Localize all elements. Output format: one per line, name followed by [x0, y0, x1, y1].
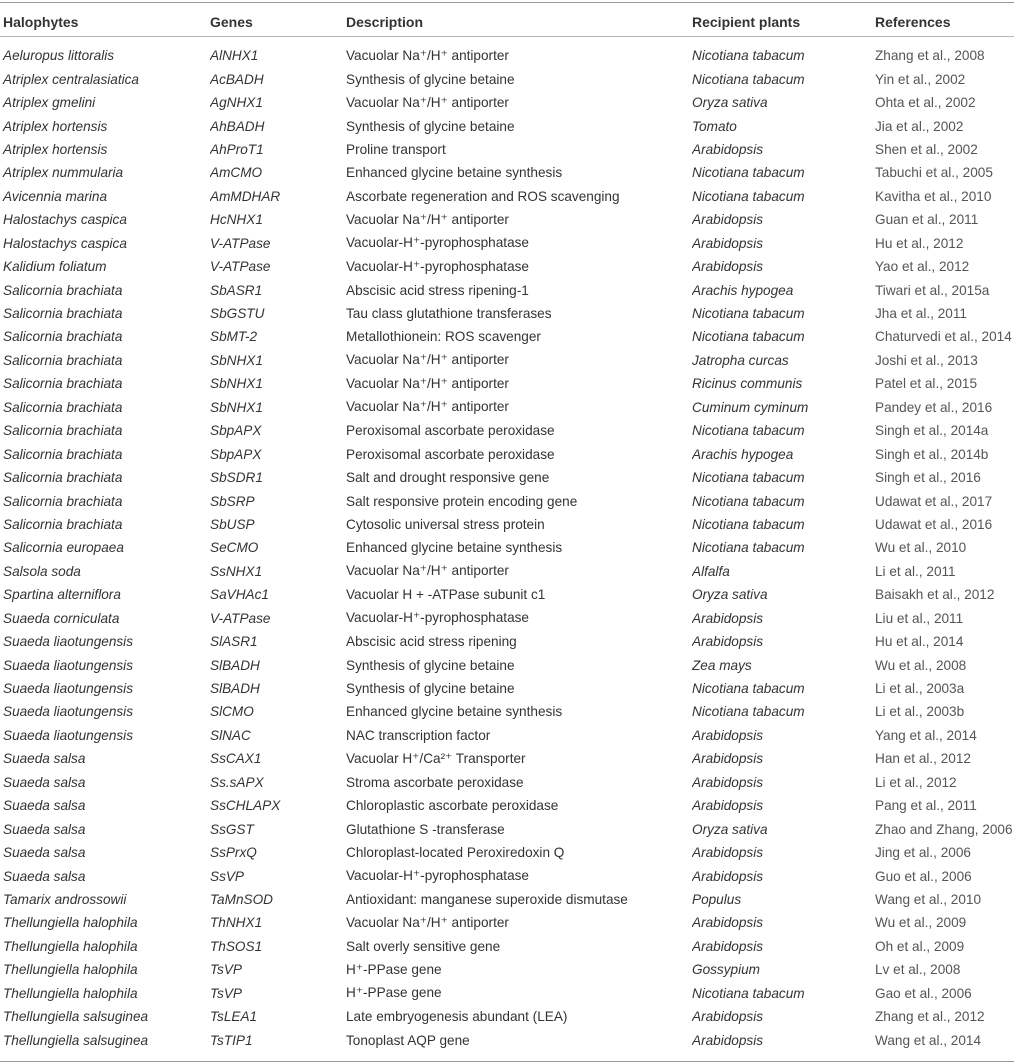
cell-recipient-plant: Arabidopsis — [692, 938, 764, 954]
cell-reference: Wang et al., 2014 — [875, 1032, 982, 1048]
table-row — [0, 935, 1014, 958]
cell-halophyte: Thellungiella halophila — [3, 938, 138, 954]
cell-gene: AmMDHAR — [210, 188, 281, 204]
cell-gene: AmCMO — [210, 165, 263, 181]
cell-reference: Li et al., 2012 — [875, 774, 957, 790]
cell-description: Vacuolar Na⁺/H⁺ antiporter — [346, 352, 509, 368]
table-row — [0, 489, 1014, 512]
cell-halophyte: Suaeda liaotungensis — [3, 727, 133, 743]
cell-reference: Ohta et al., 2002 — [875, 95, 976, 111]
cell-reference: Li et al., 2011 — [875, 563, 956, 579]
cell-recipient-plant: Arachis hypogea — [692, 446, 794, 462]
table-row — [0, 583, 1014, 606]
table-row — [0, 38, 1014, 67]
table-row — [0, 536, 1014, 559]
header-row — [0, 6, 1014, 38]
cell-recipient-plant: Nicotiana tabacum — [692, 704, 805, 720]
cell-gene: SsVP — [210, 868, 244, 884]
cell-recipient-plant: Alfalfa — [692, 563, 730, 579]
cell-halophyte: Suaeda salsa — [3, 868, 86, 884]
cell-gene: TsVP — [210, 962, 242, 978]
cell-halophyte: Suaeda liaotungensis — [3, 681, 133, 697]
cell-recipient-plant: Arabidopsis — [692, 774, 764, 790]
cell-description: Vacuolar Na⁺/H⁺ antiporter — [346, 399, 509, 415]
header-references: References — [875, 14, 951, 30]
cell-halophyte: Atriplex nummularia — [3, 165, 124, 181]
cell-halophyte: Thellungiella salsuginea — [3, 1009, 149, 1025]
cell-gene: SlBADH — [210, 681, 260, 697]
cell-recipient-plant: Nicotiana tabacum — [692, 493, 805, 509]
table-row — [0, 278, 1014, 301]
cell-description: Glutathione S -transferase — [346, 821, 505, 837]
table-row — [0, 747, 1014, 770]
cell-recipient-plant: Nicotiana tabacum — [692, 71, 805, 87]
cell-halophyte: Salicornia brachiata — [3, 352, 123, 368]
table-row — [0, 208, 1014, 231]
cell-gene: SsCHLAPX — [210, 798, 281, 814]
table-row — [0, 677, 1014, 700]
top-rule — [0, 2, 1014, 3]
cell-reference: Hu et al., 2014 — [875, 634, 964, 650]
cell-recipient-plant: Arabidopsis — [692, 915, 764, 931]
cell-reference: Lv et al., 2008 — [875, 962, 961, 978]
cell-gene: TsTIP1 — [210, 1032, 253, 1048]
table-row — [0, 138, 1014, 161]
table-row — [0, 794, 1014, 817]
cell-description: Salt responsive protein encoding gene — [346, 493, 578, 509]
cell-gene: TsVP — [210, 985, 242, 1001]
cell-halophyte: Salicornia brachiata — [3, 282, 123, 298]
cell-reference: Shen et al., 2002 — [875, 141, 978, 157]
cell-reference: Udawat et al., 2017 — [875, 493, 993, 509]
cell-gene: SbGSTU — [210, 306, 265, 322]
cell-halophyte: Halostachys caspica — [3, 235, 127, 251]
table-row — [0, 67, 1014, 90]
cell-halophyte: Salicornia brachiata — [3, 446, 123, 462]
cell-recipient-plant: Arabidopsis — [692, 868, 764, 884]
cell-halophyte: Suaeda liaotungensis — [3, 657, 133, 673]
cell-recipient-plant: Nicotiana tabacum — [692, 470, 805, 486]
cell-description: Salt and drought responsive gene — [346, 470, 550, 486]
table-row — [0, 771, 1014, 794]
cell-halophyte: Tamarix androssowii — [3, 891, 127, 907]
cell-recipient-plant: Tomato — [692, 118, 737, 134]
cell-halophyte: Thellungiella salsuginea — [3, 1032, 149, 1048]
table-row — [0, 185, 1014, 208]
cell-reference: Guo et al., 2006 — [875, 868, 972, 884]
cell-reference: Singh et al., 2014a — [875, 423, 989, 439]
cell-halophyte: Atriplex hortensis — [3, 141, 108, 157]
table-row — [0, 161, 1014, 184]
cell-description: Synthesis of glycine betaine — [346, 657, 515, 673]
cell-halophyte: Aeluropus littoralis — [3, 48, 115, 64]
cell-reference: Pang et al., 2011 — [875, 798, 977, 814]
cell-gene: AhProT1 — [210, 141, 264, 157]
cell-gene: AgNHX1 — [210, 95, 263, 111]
cell-reference: Guan et al., 2011 — [875, 212, 979, 228]
cell-reference: Liu et al., 2011 — [875, 610, 964, 626]
cell-recipient-plant: Oryza sativa — [692, 587, 768, 603]
cell-recipient-plant: Cuminum cyminum — [692, 399, 809, 415]
cell-reference: Hu et al., 2012 — [875, 235, 964, 251]
table-row — [0, 396, 1014, 419]
cell-gene: ThSOS1 — [210, 938, 263, 954]
bottom-rule — [0, 1061, 1014, 1062]
table-row — [0, 982, 1014, 1005]
table-row — [0, 349, 1014, 372]
cell-gene: SbMT-2 — [210, 329, 258, 345]
table-row — [0, 841, 1014, 864]
cell-reference: Singh et al., 2014b — [875, 446, 989, 462]
halophyte-genes-table — [0, 6, 1014, 1052]
cell-reference: Tiwari et al., 2015a — [875, 282, 990, 298]
cell-gene: SbUSP — [210, 516, 255, 532]
cell-gene: SsNHX1 — [210, 563, 263, 579]
cell-description: H⁺-PPase gene — [346, 985, 442, 1001]
table-row — [0, 700, 1014, 723]
cell-reference: Kavitha et al., 2010 — [875, 188, 992, 204]
cell-reference: Baisakh et al., 2012 — [875, 587, 995, 603]
cell-description: Chloroplastic ascorbate peroxidase — [346, 798, 559, 814]
cell-reference: Gao et al., 2006 — [875, 985, 972, 1001]
cell-gene: V-ATPase — [210, 610, 271, 626]
cell-description: Metallothionein: ROS scavenger — [346, 329, 541, 345]
cell-reference: Jing et al., 2006 — [875, 845, 971, 861]
cell-gene: SbSDR1 — [210, 470, 263, 486]
cell-description: Late embryogenesis abundant (LEA) — [346, 1009, 568, 1025]
cell-description: Enhanced glycine betaine synthesis — [346, 540, 563, 556]
cell-gene: SbNHX1 — [210, 352, 263, 368]
cell-reference: Udawat et al., 2016 — [875, 516, 993, 532]
cell-recipient-plant: Nicotiana tabacum — [692, 188, 805, 204]
cell-halophyte: Suaeda liaotungensis — [3, 634, 133, 650]
cell-halophyte: Salicornia brachiata — [3, 470, 123, 486]
cell-recipient-plant: Arabidopsis — [692, 141, 764, 157]
cell-recipient-plant: Oryza sativa — [692, 821, 768, 837]
table-row — [0, 114, 1014, 137]
cell-recipient-plant: Arabidopsis — [692, 751, 764, 767]
cell-description: Enhanced glycine betaine synthesis — [346, 165, 563, 181]
cell-reference: Jha et al., 2011 — [875, 306, 967, 322]
cell-recipient-plant: Nicotiana tabacum — [692, 516, 805, 532]
cell-halophyte: Salsola soda — [3, 563, 81, 579]
cell-recipient-plant: Oryza sativa — [692, 95, 768, 111]
cell-description: Peroxisomal ascorbate peroxidase — [346, 446, 555, 462]
cell-halophyte: Salicornia brachiata — [3, 423, 123, 439]
table-row — [0, 1028, 1014, 1051]
cell-gene: SsCAX1 — [210, 751, 262, 767]
table-row — [0, 91, 1014, 114]
cell-gene: SbNHX1 — [210, 376, 263, 392]
cell-halophyte: Thellungiella halophila — [3, 962, 138, 978]
cell-halophyte: Suaeda liaotungensis — [3, 704, 133, 720]
cell-description: Chloroplast-located Peroxiredoxin Q — [346, 845, 565, 861]
cell-description: Vacuolar-H⁺-pyrophosphatase — [346, 258, 529, 274]
cell-gene: SbNHX1 — [210, 399, 263, 415]
header-genes: Genes — [210, 14, 253, 30]
cell-recipient-plant: Arabidopsis — [692, 259, 764, 275]
cell-description: Tonoplast AQP gene — [346, 1032, 470, 1048]
cell-description: Vacuolar-H⁺-pyrophosphatase — [346, 868, 529, 884]
cell-recipient-plant: Arabidopsis — [692, 634, 764, 650]
cell-gene: AhBADH — [210, 118, 265, 134]
cell-description: Cytosolic universal stress protein — [346, 516, 545, 532]
table-row — [0, 560, 1014, 583]
cell-recipient-plant: Arabidopsis — [692, 798, 764, 814]
table-row — [0, 232, 1014, 255]
cell-reference: Wang et al., 2010 — [875, 891, 982, 907]
cell-gene: TsLEA1 — [210, 1009, 258, 1025]
cell-gene: SlASR1 — [210, 634, 258, 650]
table-row — [0, 419, 1014, 442]
cell-recipient-plant: Arabidopsis — [692, 1032, 764, 1048]
table-row — [0, 888, 1014, 911]
table-row — [0, 817, 1014, 840]
cell-reference: Zhao and Zhang, 2006 — [875, 821, 1013, 837]
cell-halophyte: Suaeda salsa — [3, 774, 86, 790]
cell-gene: SbpAPX — [210, 446, 262, 462]
cell-halophyte: Salicornia brachiata — [3, 376, 123, 392]
cell-recipient-plant: Ricinus communis — [692, 376, 803, 392]
cell-gene: SbpAPX — [210, 423, 262, 439]
table-row — [0, 958, 1014, 981]
table-row — [0, 630, 1014, 653]
cell-reference: Zhang et al., 2012 — [875, 1009, 985, 1025]
cell-halophyte: Kalidium foliatum — [3, 259, 107, 275]
cell-description: Vacuolar Na⁺/H⁺ antiporter — [346, 47, 509, 63]
cell-recipient-plant: Zea mays — [692, 657, 752, 673]
cell-halophyte: Thellungiella halophila — [3, 985, 138, 1001]
cell-gene: ThNHX1 — [210, 915, 263, 931]
header-description: Description — [346, 14, 424, 30]
cell-recipient-plant: Arabidopsis — [692, 1009, 764, 1025]
cell-halophyte: Thellungiella halophila — [3, 915, 138, 931]
cell-halophyte: Suaeda salsa — [3, 751, 86, 767]
table-row — [0, 442, 1014, 465]
cell-description: Abscisic acid stress ripening-1 — [346, 282, 529, 298]
cell-halophyte: Suaeda salsa — [3, 798, 86, 814]
cell-recipient-plant: Nicotiana tabacum — [692, 681, 805, 697]
cell-description: NAC transcription factor — [346, 727, 491, 743]
cell-halophyte: Atriplex centralasiatica — [3, 71, 139, 87]
cell-recipient-plant: Nicotiana tabacum — [692, 985, 805, 1001]
cell-description: Synthesis of glycine betaine — [346, 118, 515, 134]
cell-gene: SbSRP — [210, 493, 255, 509]
table-row — [0, 255, 1014, 278]
cell-halophyte: Halostachys caspica — [3, 212, 127, 228]
cell-recipient-plant: Arabidopsis — [692, 212, 764, 228]
cell-halophyte: Salicornia brachiata — [3, 329, 123, 345]
table-row — [0, 1005, 1014, 1028]
cell-description: Ascorbate regeneration and ROS scavenging — [346, 188, 620, 204]
cell-description: Tau class glutathione transferases — [346, 306, 552, 322]
cell-description: Abscisic acid stress ripening — [346, 634, 517, 650]
cell-reference: Yang et al., 2014 — [875, 727, 977, 743]
cell-gene: SlNAC — [210, 727, 251, 743]
header-recipient-plants: Recipient plants — [692, 14, 801, 30]
cell-reference: Wu et al., 2010 — [875, 540, 967, 556]
cell-reference: Han et al., 2012 — [875, 751, 971, 767]
cell-description: Enhanced glycine betaine synthesis — [346, 704, 563, 720]
cell-description: Peroxisomal ascorbate peroxidase — [346, 423, 555, 439]
cell-recipient-plant: Nicotiana tabacum — [692, 423, 805, 439]
cell-recipient-plant: Populus — [692, 891, 742, 907]
cell-description: Synthesis of glycine betaine — [346, 71, 515, 87]
cell-description: Vacuolar H⁺/Ca²⁺ Transporter — [346, 750, 526, 766]
cell-reference: Zhang et al., 2008 — [875, 48, 985, 64]
cell-gene: SsPrxQ — [210, 845, 257, 861]
cell-gene: TaMnSOD — [210, 891, 273, 907]
table-row — [0, 607, 1014, 630]
cell-description: Stroma ascorbate peroxidase — [346, 774, 524, 790]
cell-recipient-plant: Gossypium — [692, 962, 760, 978]
cell-halophyte: Salicornia brachiata — [3, 516, 123, 532]
cell-recipient-plant: Arachis hypogea — [692, 282, 794, 298]
cell-gene: AlNHX1 — [210, 48, 259, 64]
cell-recipient-plant: Nicotiana tabacum — [692, 306, 805, 322]
cell-gene: AcBADH — [210, 71, 264, 87]
cell-description: Vacuolar Na⁺/H⁺ antiporter — [346, 563, 509, 579]
cell-description: Synthesis of glycine betaine — [346, 681, 515, 697]
cell-halophyte: Spartina alterniflora — [3, 587, 121, 603]
cell-reference: Jia et al., 2002 — [875, 118, 964, 134]
cell-gene: SsGST — [210, 821, 254, 837]
cell-halophyte: Salicornia brachiata — [3, 493, 123, 509]
table-row — [0, 513, 1014, 536]
cell-recipient-plant: Nicotiana tabacum — [692, 329, 805, 345]
cell-description: Salt overly sensitive gene — [346, 938, 501, 954]
cell-gene: V-ATPase — [210, 259, 271, 275]
table-row — [0, 325, 1014, 348]
cell-reference: Wu et al., 2009 — [875, 915, 967, 931]
cell-recipient-plant: Arabidopsis — [692, 610, 764, 626]
cell-gene: SlCMO — [210, 704, 254, 720]
cell-reference: Li et al., 2003a — [875, 681, 965, 697]
cell-reference: Joshi et al., 2013 — [875, 352, 978, 368]
cell-reference: Singh et al., 2016 — [875, 470, 981, 486]
cell-reference: Li et al., 2003b — [875, 704, 965, 720]
cell-gene: V-ATPase — [210, 235, 271, 251]
cell-reference: Yin et al., 2002 — [875, 71, 966, 87]
table-row — [0, 911, 1014, 934]
cell-description: Vacuolar Na⁺/H⁺ antiporter — [346, 211, 509, 227]
cell-recipient-plant: Arabidopsis — [692, 727, 764, 743]
cell-halophyte: Salicornia europaea — [3, 540, 124, 556]
cell-description: Vacuolar-H⁺-pyrophosphatase — [346, 610, 529, 626]
table-body — [0, 38, 1014, 1052]
cell-halophyte: Suaeda salsa — [3, 845, 86, 861]
cell-gene: HcNHX1 — [210, 212, 263, 228]
cell-halophyte: Suaeda salsa — [3, 821, 86, 837]
cell-recipient-plant: Nicotiana tabacum — [692, 165, 805, 181]
cell-reference: Tabuchi et al., 2005 — [875, 165, 993, 181]
cell-description: Vacuolar Na⁺/H⁺ antiporter — [346, 94, 509, 110]
table-row — [0, 372, 1014, 395]
cell-recipient-plant: Nicotiana tabacum — [692, 48, 805, 64]
cell-recipient-plant: Arabidopsis — [692, 845, 764, 861]
cell-description: Vacuolar Na⁺/H⁺ antiporter — [346, 914, 509, 930]
cell-gene: SlBADH — [210, 657, 260, 673]
table-row — [0, 302, 1014, 325]
cell-reference: Chaturvedi et al., 2014 — [875, 329, 1012, 345]
cell-reference: Patel et al., 2015 — [875, 376, 978, 392]
cell-gene: SaVHAc1 — [210, 587, 269, 603]
cell-description: Proline transport — [346, 141, 446, 157]
cell-reference: Wu et al., 2008 — [875, 657, 967, 673]
cell-description: Antioxidant: manganese superoxide dismutase — [346, 891, 628, 907]
header-halophytes: Halophytes — [3, 14, 79, 30]
cell-halophyte: Suaeda corniculata — [3, 610, 120, 626]
cell-recipient-plant: Nicotiana tabacum — [692, 540, 805, 556]
cell-gene: SeCMO — [210, 540, 259, 556]
cell-halophyte: Avicennia marina — [3, 188, 108, 204]
cell-reference: Pandey et al., 2016 — [875, 399, 993, 415]
cell-halophyte: Atriplex hortensis — [3, 118, 108, 134]
table-row — [0, 466, 1014, 489]
cell-reference: Yao et al., 2012 — [875, 259, 970, 275]
cell-description: H⁺-PPase gene — [346, 961, 442, 977]
cell-description: Vacuolar H + -ATPase subunit c1 — [346, 587, 546, 603]
table-row — [0, 653, 1014, 676]
cell-halophyte: Atriplex gmelini — [3, 95, 96, 111]
cell-halophyte: Salicornia brachiata — [3, 399, 123, 415]
cell-halophyte: Salicornia brachiata — [3, 306, 123, 322]
cell-recipient-plant: Jatropha curcas — [692, 352, 789, 368]
cell-recipient-plant: Arabidopsis — [692, 235, 764, 251]
cell-gene: Ss.sAPX — [210, 774, 264, 790]
cell-description: Vacuolar-H⁺-pyrophosphatase — [346, 235, 529, 251]
cell-reference: Oh et al., 2009 — [875, 938, 965, 954]
cell-description: Vacuolar Na⁺/H⁺ antiporter — [346, 375, 509, 391]
table-row — [0, 864, 1014, 887]
table-row — [0, 724, 1014, 747]
cell-gene: SbASR1 — [210, 282, 263, 298]
